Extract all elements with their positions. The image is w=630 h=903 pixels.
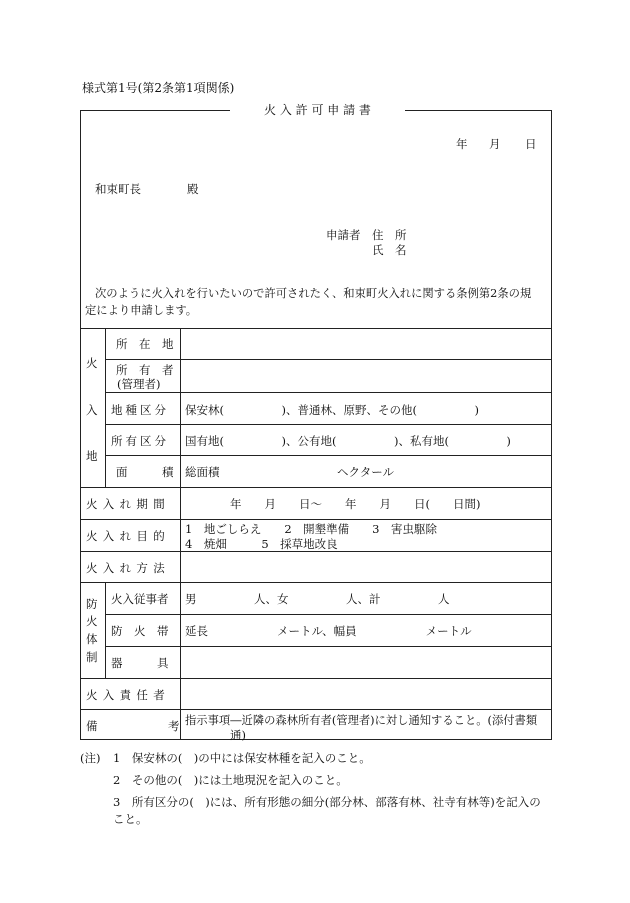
date-year: 年 (456, 137, 468, 151)
firebreak-label: 防 火 帯 (111, 624, 169, 638)
fire-system-char: 体 (86, 632, 98, 646)
land-type-label: 地種区分 (111, 403, 169, 417)
row-line (105, 614, 552, 615)
intro-line-1: 次のように火入れを行いたいので許可されたく、和束町火入れに関する条例第2条の規 (95, 287, 532, 300)
applicant-name-label: 氏 名 (372, 243, 407, 257)
note-3: 3 所有区分の( )には、所有形態の細分(部分林、部落有林、社寺有林等)を記入の (113, 795, 541, 809)
row-line (80, 487, 552, 488)
site-group-char: 入 (86, 403, 98, 417)
addressee-honorific: 殿 (187, 182, 199, 196)
purpose-value-line-1: 1 地ごしらえ 2 開墾準備 3 害虫駆除 (185, 522, 437, 536)
remarks-value-line-2: 通) (230, 728, 246, 742)
remarks-label: 備 考 (86, 719, 189, 733)
purpose-label: 火入れ目的 (86, 529, 170, 543)
row-line (80, 519, 552, 520)
owner-label: 所 有 者 (116, 363, 174, 377)
applicant-label: 申請者 (326, 228, 361, 242)
area-value-total: 総面積 (185, 465, 220, 479)
col-line (105, 582, 106, 678)
form-label: 様式第1号(第2条第1項関係) (82, 81, 235, 95)
addressee-town-chief: 和束町長 (95, 182, 141, 196)
row-line (80, 582, 552, 583)
col-line (105, 328, 106, 487)
row-line (105, 359, 552, 360)
fire-system-char: 制 (86, 650, 98, 664)
workers-value: 男 人、女 人、計 人 (185, 592, 450, 606)
period-label: 火入れ期間 (86, 497, 170, 511)
owner-sublabel: (管理者) (117, 377, 161, 391)
ownership-type-label: 所有区分 (111, 434, 169, 448)
method-label: 火入れ方法 (86, 561, 170, 575)
row-line (80, 678, 552, 679)
area-value-unit: ヘクタール (337, 465, 395, 479)
responsible-label: 火入責任者 (86, 688, 170, 702)
ownership-type-value: 国有地( )、公有地( )、私有地( ) (185, 434, 511, 448)
site-group-char: 火 (86, 356, 98, 370)
date-month: 月 (489, 137, 501, 151)
remarks-value-line-1: 指示事項―近隣の森林所有者(管理者)に対し通知すること。(添付書類 (185, 714, 538, 727)
fire-system-char: 火 (86, 614, 98, 628)
note-1: 1 保安林の( )の中には保安林種を記入のこと。 (113, 751, 371, 765)
row-line (80, 709, 552, 710)
fire-system-char: 防 (86, 597, 98, 611)
intro-line-2: 定により申請します。 (85, 304, 198, 317)
note-2: 2 その他の( )には土地現況を記入のこと。 (113, 773, 348, 787)
purpose-value-line-2: 4 焼畑 5 採草地改良 (185, 537, 338, 551)
period-value: 年 月 日〜 年 月 日( 日間) (230, 497, 481, 511)
applicant-address-label: 住 所 (372, 228, 407, 242)
firebreak-value: 延長 メートル、幅員 メートル (185, 624, 472, 638)
row-line (105, 392, 552, 393)
form-title: 火 入 許 可 申 請 書 (230, 100, 405, 120)
row-line (105, 424, 552, 425)
table-top-line (80, 328, 552, 329)
date-day: 日 (525, 137, 537, 151)
row-line (105, 455, 552, 456)
land-type-value: 保安林( )、普通林、原野、その他( ) (185, 403, 479, 417)
equipment-label: 器 具 (111, 656, 169, 670)
location-label: 所 在 地 (116, 337, 174, 351)
row-line (105, 646, 552, 647)
site-group-char: 地 (86, 449, 98, 463)
note-3-continued: こと。 (113, 812, 148, 826)
area-label: 面 積 (116, 465, 174, 479)
workers-label: 火入従事者 (111, 592, 169, 606)
notes-prefix: (注) (80, 751, 101, 765)
col-line (180, 328, 181, 740)
